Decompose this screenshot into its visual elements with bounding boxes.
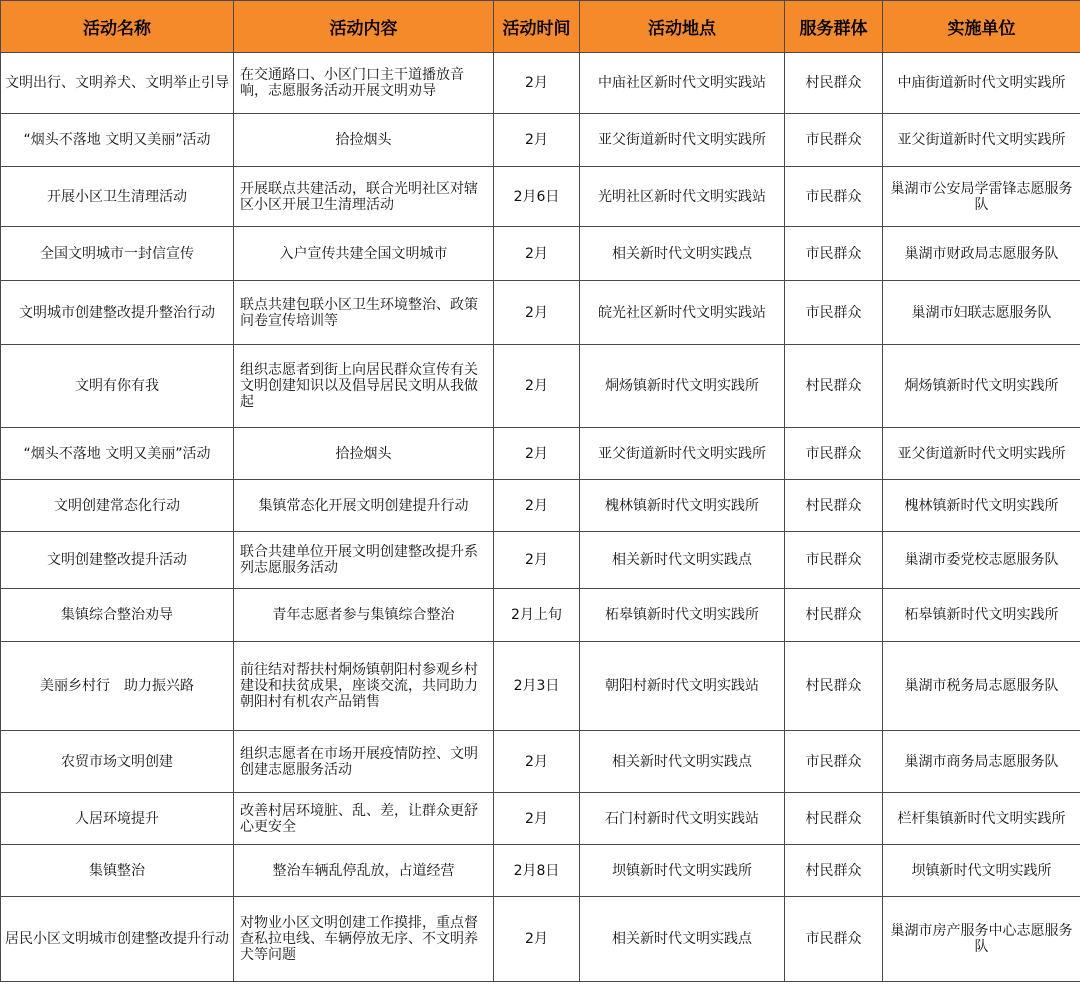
- cell-activity-name: 文明创建常态化行动: [1, 480, 234, 532]
- cell-activity-location: 朝阳村新时代文明实践站: [580, 642, 785, 731]
- table-row: [1, 167, 1080, 227]
- cell-activity-content: 组织志愿者在市场开展疫情防控、文明创建志愿服务活动: [234, 731, 494, 793]
- cell-activity-location: 亚父街道新时代文明实践所: [580, 114, 785, 167]
- cell-service-group: 市民群众: [785, 227, 883, 281]
- cell-activity-name: 开展小区卫生清理活动: [1, 167, 234, 227]
- cell-activity-name: 文明出行、文明养犬、文明举止引导: [1, 53, 234, 114]
- cell-service-group: 村民群众: [785, 845, 883, 897]
- cell-activity-name: 农贸市场文明创建: [1, 731, 234, 793]
- cell-activity-time: 2月: [494, 731, 580, 793]
- table-row: [1, 480, 1080, 532]
- table-row: [1, 845, 1080, 897]
- header-row: [1, 1, 1080, 53]
- cell-implementing-unit: 中庙街道新时代文明实践所: [883, 53, 1080, 114]
- cell-activity-time: 2月: [494, 281, 580, 345]
- cell-service-group: 村民群众: [785, 589, 883, 642]
- cell-activity-name: 居民小区文明城市创建整改提升行动: [1, 897, 234, 982]
- table-row: [1, 731, 1080, 793]
- cell-service-group: 市民群众: [785, 897, 883, 982]
- cell-activity-name: 全国文明城市一封信宣传: [1, 227, 234, 281]
- cell-activity-location: 光明社区新时代文明实践站: [580, 167, 785, 227]
- cell-implementing-unit: 栏杆集镇新时代文明实践所: [883, 793, 1080, 845]
- table-header: [1, 1, 1080, 53]
- cell-service-group: 村民群众: [785, 480, 883, 532]
- cell-activity-location: 相关新时代文明实践点: [580, 532, 785, 589]
- table-row: [1, 532, 1080, 589]
- cell-activity-content: 在交通路口、小区门口主干道播放音响，志愿服务活动开展文明劝导: [234, 53, 494, 114]
- cell-activity-content: 青年志愿者参与集镇综合整治: [234, 589, 494, 642]
- cell-implementing-unit: 巢湖市委党校志愿服务队: [883, 532, 1080, 589]
- cell-activity-location: 中庙社区新时代文明实践站: [580, 53, 785, 114]
- cell-activity-content: 拾捡烟头: [234, 428, 494, 480]
- cell-service-group: 市民群众: [785, 731, 883, 793]
- cell-activity-location: 坝镇新时代文明实践所: [580, 845, 785, 897]
- cell-activity-name: “烟头不落地 文明又美丽”活动: [1, 428, 234, 480]
- cell-activity-time: 2月3日: [494, 642, 580, 731]
- cell-activity-time: 2月: [494, 793, 580, 845]
- cell-service-group: 市民群众: [785, 114, 883, 167]
- cell-activity-location: 柘皋镇新时代文明实践所: [580, 589, 785, 642]
- cell-activity-location: 烔炀镇新时代文明实践所: [580, 345, 785, 428]
- table-row: [1, 428, 1080, 480]
- cell-activity-content: 组织志愿者到街上向居民群众宣传有关文明创建知识以及倡导居民文明从我做起: [234, 345, 494, 428]
- table-row: [1, 345, 1080, 428]
- cell-activity-name: 文明城市创建整改提升整治行动: [1, 281, 234, 345]
- cell-service-group: 村民群众: [785, 793, 883, 845]
- cell-service-group: 市民群众: [785, 281, 883, 345]
- cell-activity-location: 石门村新时代文明实践站: [580, 793, 785, 845]
- cell-activity-content: 前往结对帮扶村烔炀镇朝阳村参观乡村建设和扶贫成果，座谈交流，共同助力朝阳村有机农产品销售: [234, 642, 494, 731]
- cell-activity-time: 2月: [494, 428, 580, 480]
- cell-activity-time: 2月: [494, 532, 580, 589]
- cell-service-group: 市民群众: [785, 532, 883, 589]
- cell-activity-content: 联合共建单位开展文明创建整改提升系列志愿服务活动: [234, 532, 494, 589]
- header-activity-time: 活动时间: [494, 1, 580, 53]
- table-row: [1, 897, 1080, 982]
- cell-activity-content: 对物业小区文明创建工作摸排，重点督查私拉电线、车辆停放无序、不文明养犬等问题: [234, 897, 494, 982]
- cell-service-group: 市民群众: [785, 167, 883, 227]
- cell-activity-name: 美丽乡村行 助力振兴路: [1, 642, 234, 731]
- cell-activity-time: 2月上旬: [494, 589, 580, 642]
- cell-implementing-unit: 巢湖市妇联志愿服务队: [883, 281, 1080, 345]
- table-row: [1, 589, 1080, 642]
- table-row: [1, 642, 1080, 731]
- cell-activity-content: 拾捡烟头: [234, 114, 494, 167]
- cell-activity-time: 2月: [494, 114, 580, 167]
- cell-implementing-unit: 槐林镇新时代文明实践所: [883, 480, 1080, 532]
- table-row: [1, 227, 1080, 281]
- cell-service-group: 村民群众: [785, 53, 883, 114]
- table-row: [1, 114, 1080, 167]
- cell-service-group: 市民群众: [785, 428, 883, 480]
- cell-activity-location: 相关新时代文明实践点: [580, 731, 785, 793]
- cell-implementing-unit: 亚父街道新时代文明实践所: [883, 428, 1080, 480]
- header-service-group: 服务群体: [785, 1, 883, 53]
- cell-activity-content: 联点共建包联小区卫生环境整治、政策问卷宣传培训等: [234, 281, 494, 345]
- cell-implementing-unit: 巢湖市税务局志愿服务队: [883, 642, 1080, 731]
- cell-activity-content: 改善村居环境脏、乱、差，让群众更舒心更安全: [234, 793, 494, 845]
- cell-activity-location: 亚父街道新时代文明实践所: [580, 428, 785, 480]
- cell-implementing-unit: 坝镇新时代文明实践所: [883, 845, 1080, 897]
- cell-implementing-unit: 巢湖市财政局志愿服务队: [883, 227, 1080, 281]
- cell-service-group: 村民群众: [785, 642, 883, 731]
- header-activity-name: 活动名称: [1, 1, 234, 53]
- cell-activity-name: 文明创建整改提升活动: [1, 532, 234, 589]
- cell-implementing-unit: 烔炀镇新时代文明实践所: [883, 345, 1080, 428]
- cell-implementing-unit: 巢湖市商务局志愿服务队: [883, 731, 1080, 793]
- cell-activity-content: 集镇常态化开展文明创建提升行动: [234, 480, 494, 532]
- cell-activity-time: 2月8日: [494, 845, 580, 897]
- cell-activity-location: 皖光社区新时代文明实践站: [580, 281, 785, 345]
- cell-activity-time: 2月: [494, 345, 580, 428]
- cell-activity-name: “烟头不落地 文明又美丽”活动: [1, 114, 234, 167]
- cell-activity-content: 整治车辆乱停乱放，占道经营: [234, 845, 494, 897]
- table-row: [1, 53, 1080, 114]
- cell-implementing-unit: 柘皋镇新时代文明实践所: [883, 589, 1080, 642]
- table-body: [1, 53, 1080, 982]
- cell-activity-time: 2月: [494, 227, 580, 281]
- cell-activity-location: 相关新时代文明实践点: [580, 227, 785, 281]
- cell-activity-location: 槐林镇新时代文明实践所: [580, 480, 785, 532]
- table-row: [1, 793, 1080, 845]
- cell-implementing-unit: 巢湖市公安局学雷锋志愿服务队: [883, 167, 1080, 227]
- cell-implementing-unit: 巢湖市房产服务中心志愿服务队: [883, 897, 1080, 982]
- cell-activity-time: 2月: [494, 897, 580, 982]
- header-implementing-unit: 实施单位: [883, 1, 1080, 53]
- cell-activity-location: 相关新时代文明实践点: [580, 897, 785, 982]
- table-row: [1, 281, 1080, 345]
- cell-service-group: 村民群众: [785, 345, 883, 428]
- cell-activity-time: 2月6日: [494, 167, 580, 227]
- cell-activity-name: 集镇整治: [1, 845, 234, 897]
- cell-activity-content: 开展联点共建活动，联合光明社区对辖区小区开展卫生清理活动: [234, 167, 494, 227]
- cell-activity-time: 2月: [494, 53, 580, 114]
- cell-implementing-unit: 亚父街道新时代文明实践所: [883, 114, 1080, 167]
- header-activity-content: 活动内容: [234, 1, 494, 53]
- header-activity-location: 活动地点: [580, 1, 785, 53]
- cell-activity-name: 文明有你有我: [1, 345, 234, 428]
- cell-activity-time: 2月: [494, 480, 580, 532]
- cell-activity-name: 集镇综合整治劝导: [1, 589, 234, 642]
- cell-activity-name: 人居环境提升: [1, 793, 234, 845]
- cell-activity-content: 入户宣传共建全国文明城市: [234, 227, 494, 281]
